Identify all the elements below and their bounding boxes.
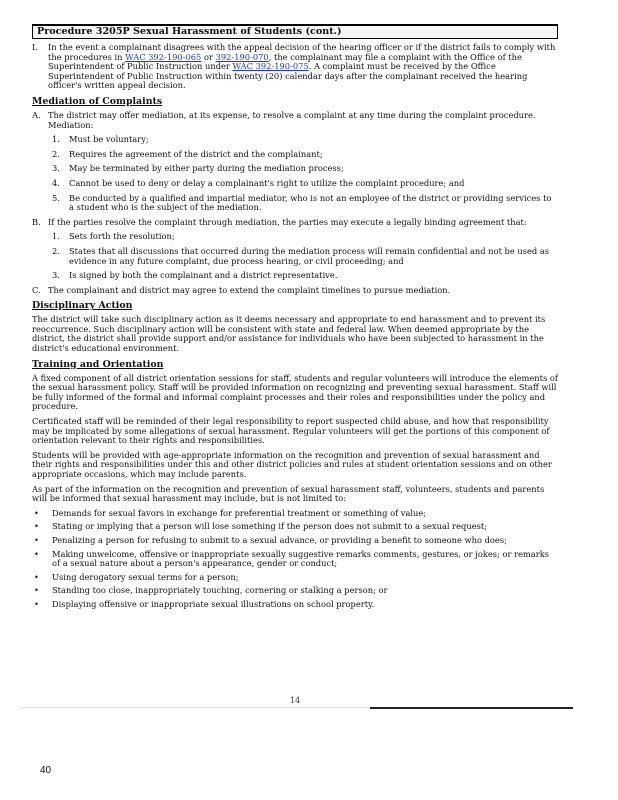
bullet-icon: • <box>34 534 39 545</box>
training-heading: Training and Orientation <box>32 358 164 370</box>
list-item-text: Be conducted by a qualified and impartial mediator, who is not an employee of the district or providing services to a student who is the subject of the mediation. <box>69 192 552 213</box>
disciplinary-heading: Disciplinary Action <box>32 300 133 312</box>
list-item-text: Sets forth the resolution; <box>69 231 175 242</box>
bullet-text: Displaying offensive or inappropriate sexual illustrations on school property. <box>52 598 375 609</box>
section-i-text-1: In the event a complainant disagrees with the appeal decision of the hearing officer or if the district fails to comply with the procedures in <box>48 42 556 62</box>
bullet-text: Stating or implying that a person will lose something if the person does not submit to a sexual request; <box>52 521 488 532</box>
list-number: 2. <box>52 245 60 256</box>
list-item <box>32 573 558 583</box>
bullet-icon: • <box>34 521 39 532</box>
list-number: 3. <box>52 270 60 281</box>
wac-link-065[interactable]: WAC 392-190-065 <box>125 51 202 62</box>
list-number: 3. <box>52 163 60 174</box>
list-number: 1. <box>52 231 60 242</box>
bullet-text: Penalizing a person for refusing to submit to a sexual advance, or providing a benefit to someone who does; <box>52 534 507 545</box>
footer-divider-light <box>20 707 370 708</box>
list-item <box>48 247 558 266</box>
list-item <box>32 586 558 596</box>
list-item <box>48 271 558 281</box>
list-item <box>32 600 558 610</box>
list-item <box>48 232 558 242</box>
bullet-text: Making unwelcome, offensive or inappropriate sexually suggestive remarks comments, gestures, or jokes; or remarks of a sexual nature about a person's appearance, gender or conduct; <box>52 548 549 569</box>
mediation-heading: Mediation of Complaints <box>32 95 163 107</box>
list-item-text: May be terminated by either party during the mediation process; <box>69 163 344 174</box>
footer-divider <box>370 707 573 709</box>
section-i-text-2: or <box>201 51 216 62</box>
bullet-text: Standing too close, inappropriately touching, cornering or stalking a person; or <box>52 585 388 596</box>
bullet-icon: • <box>34 598 39 609</box>
list-number: 4. <box>52 177 60 188</box>
bullet-icon: • <box>34 548 39 559</box>
training-paragraph: Certificated staff will be reminded of their legal responsibility to report suspected child abuse, and how that responsibility may be implicated by some allegations of sexual harassment. Regular volunteers will get the portions of this component of orientation relevant to their rights and responsibilities. <box>32 416 550 446</box>
item-marker: B. <box>32 216 41 227</box>
list-item-text: Must be voluntary; <box>69 134 149 145</box>
mediation-item-a <box>32 111 558 213</box>
list-item <box>48 150 558 160</box>
item-marker: C. <box>32 284 41 295</box>
outer-page-number: 40 <box>40 765 52 776</box>
section-marker: I. <box>32 42 38 52</box>
list-item <box>48 194 558 213</box>
list-item <box>32 536 558 546</box>
bullet-text: Using derogatory sexual terms for a person; <box>52 571 239 582</box>
mediation-a-text: The district may offer mediation, at its expense, to resolve a complaint at any time during the complaint procedure. Mediation: <box>48 109 536 130</box>
training-paragraph: A fixed component of all district orientation sessions for staff, students and regular volunteers will introduce the elements of the sexual harassment policy. Staff will be provided information on recognizing and preventing sexual harassment. Staff will be fully informed of the formal and informal complaint processes and their roles and responsibilities under the policy and procedure. <box>32 372 558 412</box>
bullet-icon: • <box>34 571 39 582</box>
list-item <box>48 164 558 174</box>
list-item-text: Is signed by both the complainant and a district representative. <box>69 270 338 281</box>
list-item <box>48 135 558 145</box>
mediation-b-list <box>48 232 558 280</box>
section-i-text-3: , the complainant may file a complaint with the Office of the Superintendent of Public Instruction under <box>48 51 522 72</box>
wac-link-070[interactable]: 392-190-070 <box>215 51 269 62</box>
bullet-icon: • <box>34 507 39 518</box>
page-number: 14 <box>290 696 301 705</box>
item-marker: A. <box>32 109 41 120</box>
mediation-a-list <box>48 135 558 213</box>
training-paragraph: As part of the information on the recognition and prevention of sexual harassment staff, volunteers, students and parents will be informed that sexual harassment may include, but is not limited to: <box>32 483 545 504</box>
wac-link-075[interactable]: WAC 392-190-075 <box>232 61 309 72</box>
bullet-text: Demands for sexual favors in exchange for preferential treatment or something of value; <box>52 507 427 518</box>
list-number: 2. <box>52 148 60 159</box>
list-item <box>32 509 558 519</box>
procedure-header: Procedure 3205P Sexual Harassment of Students (cont.) <box>32 24 558 39</box>
mediation-item-c <box>32 286 558 296</box>
training-paragraph: Students will be provided with age-appropriate information on the recognition and prevention of sexual harassment and their rights and responsibilities under this and other district policies and rules at student orientation sessions and on other appropriate occasions, which may include parents. <box>32 449 552 479</box>
list-item <box>32 550 558 569</box>
list-item <box>48 179 558 189</box>
mediation-item-b <box>32 218 558 281</box>
disciplinary-paragraph: The district will take such disciplinary action as it deems necessary and appropriate to end harassment and to prevent its reoccurrence. Such disciplinary action will be consistent with state and federal law. When deemed appropriate by the district, the district shall provide support and/or assistance for individuals who have been subjected to harassment in the district's educational environment. <box>32 314 546 354</box>
page-content <box>32 24 558 614</box>
mediation-b-text: If the parties resolve the complaint through mediation, the parties may execute a legally binding agreement that: <box>48 216 527 227</box>
list-item-text: Requires the agreement of the district and the complainant; <box>69 148 323 159</box>
list-number: 1. <box>52 134 60 145</box>
list-item-text: Cannot be used to deny or delay a complainant's right to utilize the complaint procedure; and <box>69 177 465 188</box>
harassment-examples-list <box>32 509 558 610</box>
list-item-text: States that all discussions that occurred during the mediation process will remain confidential and not be used as evidence in any future complaint, due process hearing, or civil proceeding; and <box>69 245 550 266</box>
list-number: 5. <box>52 192 60 203</box>
list-item <box>32 522 558 532</box>
bullet-icon: • <box>34 585 39 596</box>
section-i <box>32 43 558 91</box>
mediation-c-text: The complainant and district may agree to extend the complaint timelines to pursue mediation. <box>48 284 451 295</box>
section-i-text-4: . A complaint must be received by the Office Superintendent of Public Instruction within twenty (20) calendar days after the complainant received the hearing officer's written appeal decision. <box>48 61 528 91</box>
